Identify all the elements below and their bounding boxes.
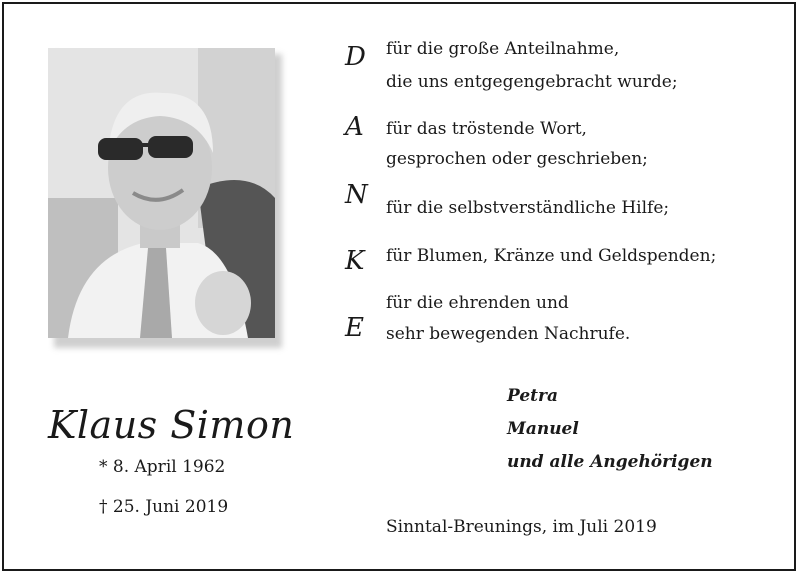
thanks-line: für das tröstende Wort, bbox=[386, 119, 587, 139]
acrostic-letter-n: N bbox=[345, 180, 368, 210]
signature-name: Manuel bbox=[507, 419, 579, 439]
acrostic-letter-d: D bbox=[345, 42, 366, 72]
birth-date: * 8. April 1962 bbox=[99, 457, 226, 477]
thanks-line: für die selbstverständliche Hilfe; bbox=[386, 198, 670, 218]
place-and-date: Sinntal-Breunings, im Juli 2019 bbox=[386, 517, 657, 537]
acrostic-letter-k: K bbox=[345, 246, 365, 276]
thanks-line: für die große Anteilnahme, bbox=[386, 39, 620, 59]
thanks-line: für die ehrenden und bbox=[386, 293, 569, 313]
signature-name: Petra bbox=[507, 386, 558, 406]
thanks-line: sehr bewegenden Nachrufe. bbox=[386, 324, 631, 344]
acrostic-letter-e: E bbox=[345, 313, 364, 343]
acrostic-letter-a: A bbox=[345, 112, 364, 142]
thanks-line: die uns entgegengebracht wurde; bbox=[386, 72, 678, 92]
deceased-name: Klaus Simon bbox=[48, 403, 295, 447]
thanks-line: für Blumen, Kränze und Geldspenden; bbox=[386, 246, 717, 266]
death-date: † 25. Juni 2019 bbox=[99, 497, 229, 517]
signature-family: und alle Angehörigen bbox=[507, 452, 713, 472]
portrait-photo bbox=[48, 48, 275, 338]
thanks-line: gesprochen oder geschrieben; bbox=[386, 149, 648, 169]
